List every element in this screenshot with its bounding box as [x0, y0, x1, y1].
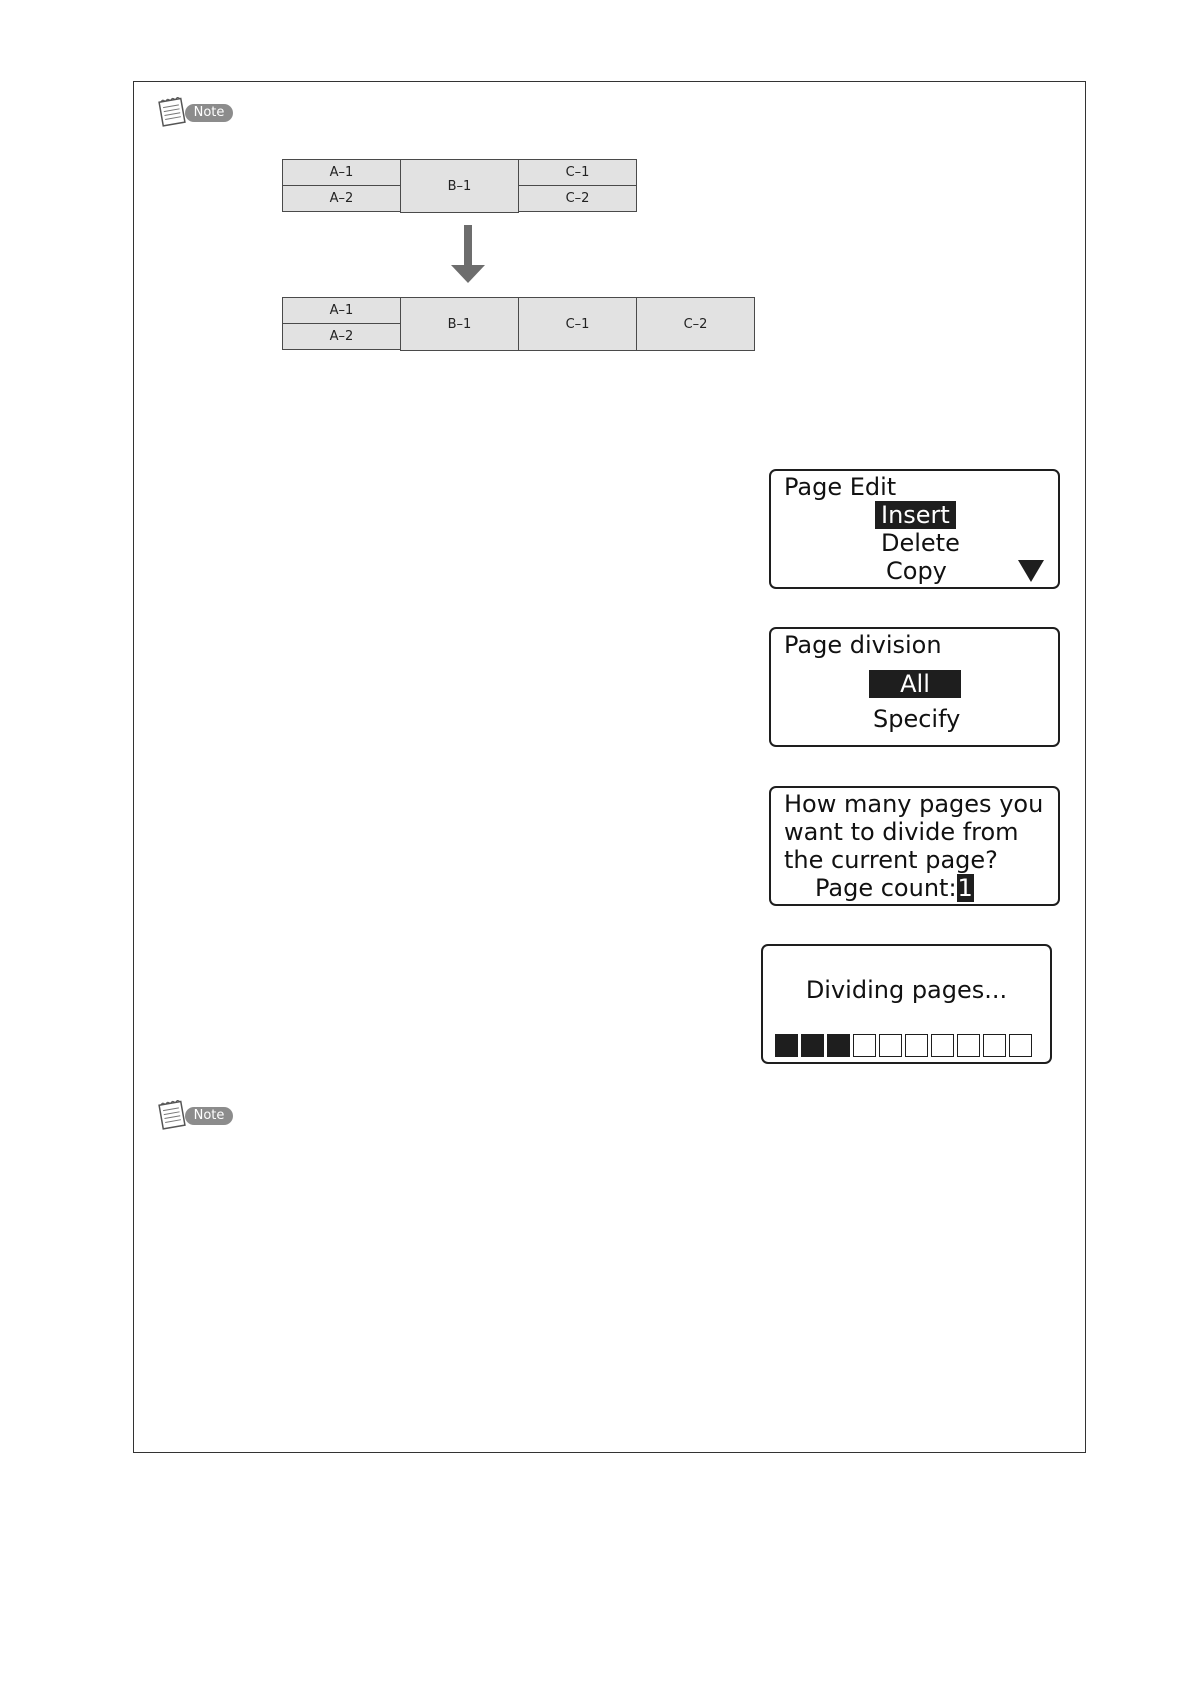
lcd-dividing	[761, 944, 1052, 1064]
cell-c1: C–1	[518, 159, 637, 186]
progress-bar	[775, 1034, 1032, 1057]
page-frame	[133, 81, 1086, 1453]
cell-c2: C–2	[636, 297, 755, 351]
cell-a2: A–2	[282, 323, 401, 350]
lcd-page-division	[769, 627, 1060, 747]
menu-item-copy[interactable]: Copy	[886, 557, 947, 585]
page-count-label: Page count:	[815, 874, 957, 902]
option-label: All	[869, 670, 961, 698]
cell-b1: B–1	[400, 297, 519, 351]
page-count-value[interactable]: 1	[957, 874, 973, 902]
prompt-line: How many pages you	[784, 790, 1044, 818]
page-count-field[interactable]	[815, 874, 974, 902]
progress-segment-empty	[905, 1034, 928, 1057]
menu-item-insert[interactable]	[875, 501, 956, 529]
cell-c2: C–2	[518, 185, 637, 212]
screen-title: Page Edit	[784, 473, 897, 501]
note-label: Note	[185, 1107, 233, 1125]
down-arrow-icon	[448, 225, 488, 285]
note-label: Note	[185, 104, 233, 122]
menu-item-label: Insert	[875, 501, 956, 529]
screen-title: Page division	[784, 631, 942, 659]
prompt-line: the current page?	[784, 846, 998, 874]
lcd-page-count	[769, 786, 1060, 906]
progress-message: Dividing pages...	[805, 976, 1008, 1004]
progress-segment-empty	[1009, 1034, 1032, 1057]
progress-segment-empty	[957, 1034, 980, 1057]
progress-segment-empty	[879, 1034, 902, 1057]
progress-segment-filled	[775, 1034, 798, 1057]
menu-item-delete[interactable]: Delete	[881, 529, 960, 557]
cell-a2: A–2	[282, 185, 401, 212]
progress-segment-filled	[827, 1034, 850, 1057]
note-badge	[155, 1097, 235, 1133]
prompt-line: want to divide from	[784, 818, 1019, 846]
lcd-page-edit	[769, 469, 1060, 589]
down-triangle-icon[interactable]	[1017, 559, 1045, 583]
option-all[interactable]	[869, 670, 961, 698]
progress-segment-empty	[983, 1034, 1006, 1057]
note-badge	[155, 94, 235, 130]
progress-segment-empty	[931, 1034, 954, 1057]
option-specify[interactable]: Specify	[873, 705, 961, 733]
cell-c1: C–1	[518, 297, 637, 351]
cell-a1: A–1	[282, 159, 401, 186]
cell-b1: B–1	[400, 159, 519, 213]
progress-segment-filled	[801, 1034, 824, 1057]
cell-a1: A–1	[282, 297, 401, 324]
progress-segment-empty	[853, 1034, 876, 1057]
